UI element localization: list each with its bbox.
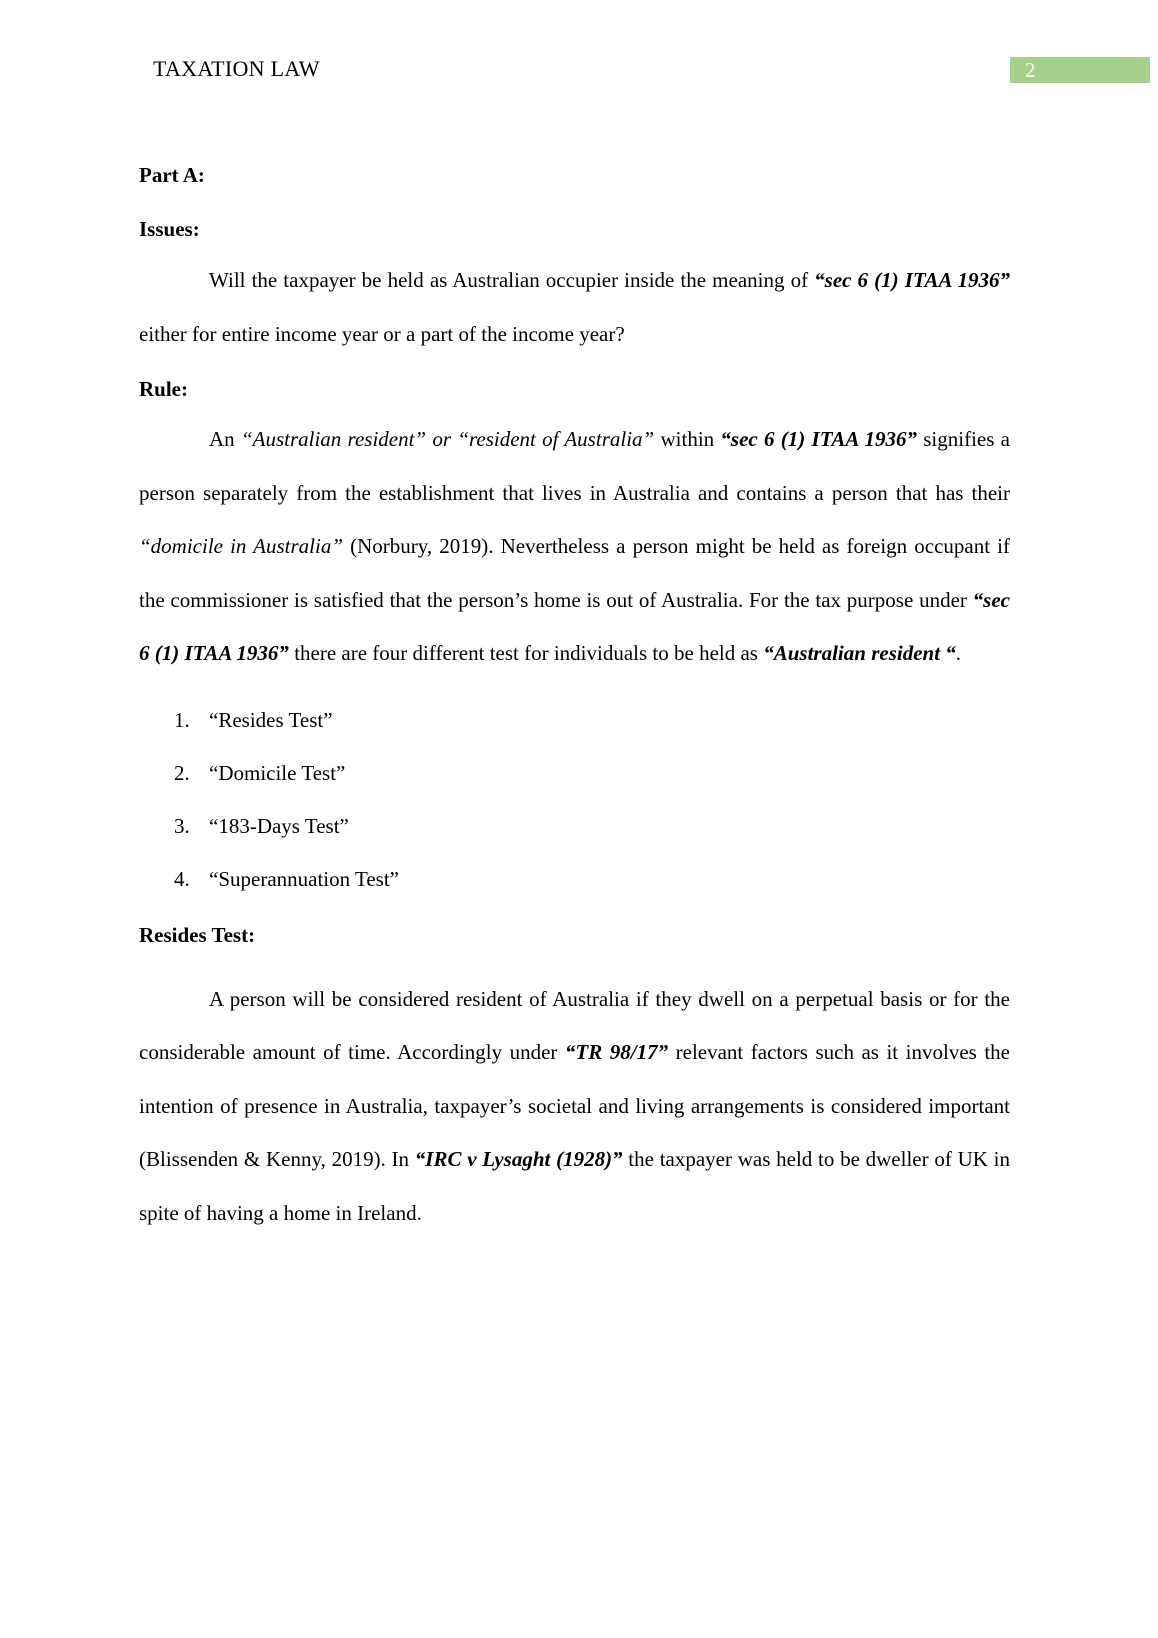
list-item: 4. “Superannuation Test” xyxy=(174,866,400,891)
page-number: 2 xyxy=(1010,57,1150,83)
resides-test-heading: Resides Test: xyxy=(139,922,256,947)
rule-paragraph: An “Australian resident” or “resident of Australia” within “sec 6 (1) ITAA 1936” signifies a person separately from the establishment that lives in Australia and contains a person that has their “domicile in Australia” (Norbury, 2019). Nevertheless a person might be held as foreign occupant if the commissioner is satisfied that the person’s home is out of Australia. For the tax purpose under “sec 6 (1) ITAA 1936” there are four different test for individuals to be held as “Australian resident “. xyxy=(139,427,1010,665)
issues-paragraph: Will the taxpayer be held as Australian occupier inside the meaning of “sec 6 (1) ITAA 1936” either for entire income year or a part of the income year? xyxy=(139,268,1010,346)
list-item: 1. “Resides Test” xyxy=(174,707,333,732)
list-item: 3. “183-Days Test” xyxy=(174,813,349,838)
issues-heading: Issues: xyxy=(139,217,200,241)
rule-heading: Rule: xyxy=(139,377,188,401)
document-body xyxy=(139,160,1010,1240)
resides-test-paragraph: A person will be considered resident of Australia if they dwell on a perpetual basis or for the considerable amount of time. Accordingly under “TR 98/17” relevant factors such as it involves the intention of presence in Australia, taxpayer’s societal and living arrangements is considered important (Blissenden & Kenny, 2019). In “IRC v Lysaght (1928)” the taxpayer was held to be dweller of UK in spite of having a home in Ireland. xyxy=(139,986,1010,1225)
part-a-heading: Part A: xyxy=(139,163,205,187)
tests-list xyxy=(139,694,1010,906)
list-item: 2. “Domicile Test” xyxy=(174,760,346,785)
running-header-title: TAXATION LAW xyxy=(153,56,320,81)
